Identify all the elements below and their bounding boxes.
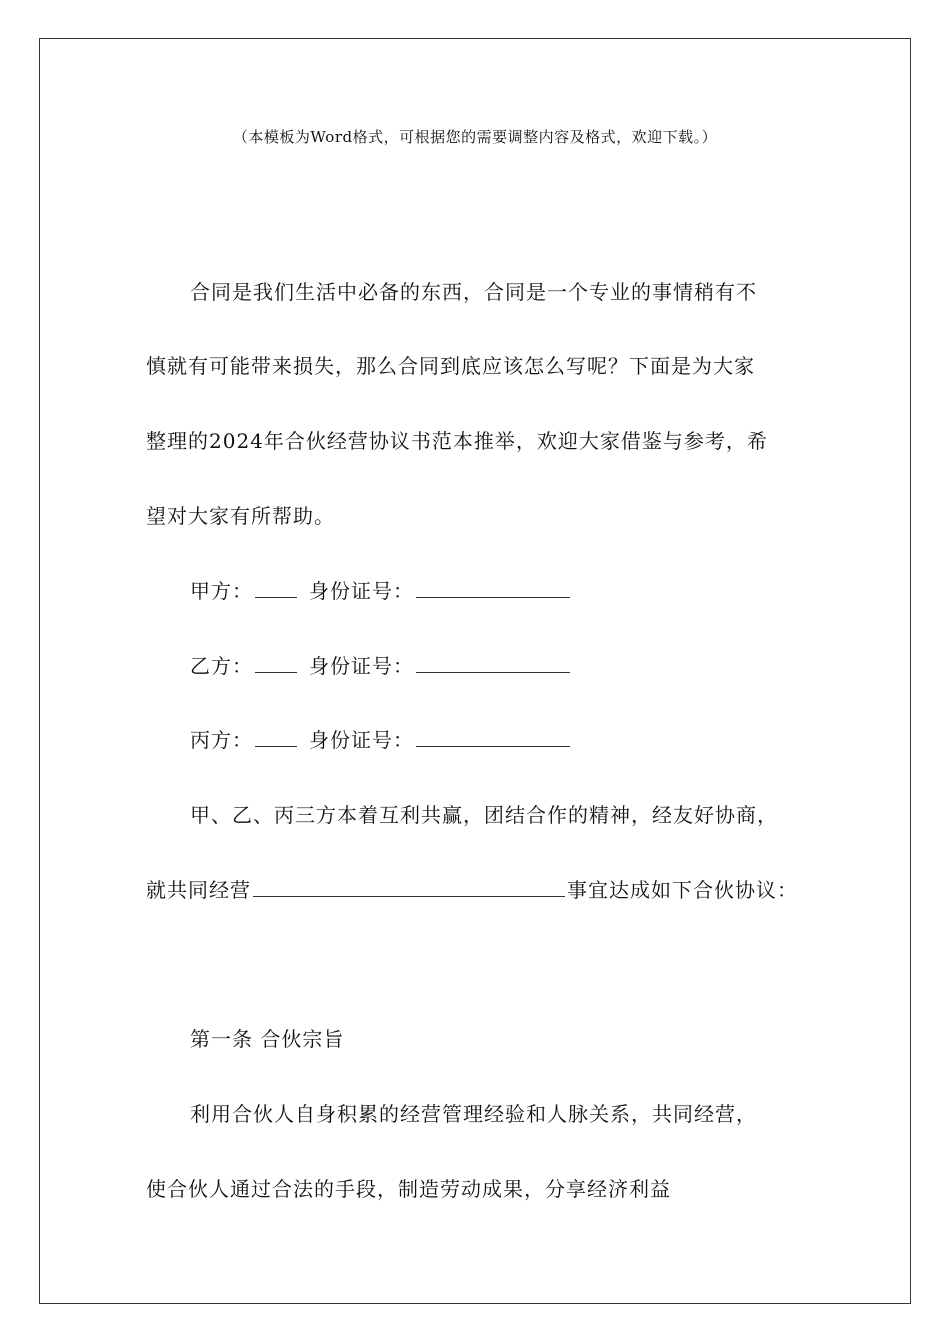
party-b-id-label: 身份证号： [309,654,414,678]
article-1-line-1: 利用合伙人自身积累的经营管理经验和人脉关系，共同经营， [190,1102,757,1126]
party-c-label: 丙方： [190,728,253,752]
agreement-prefix: 就共同经营 [146,878,251,902]
agreement-line-1: 甲、乙、丙三方本着互利共赢，团结合作的精神，经友好协商， [190,803,778,827]
agreement-suffix: 事宜达成如下合伙协议： [567,878,798,902]
article-1-line-2: 使合伙人通过合法的手段，制造劳动成果，分享经济利益 [146,1177,671,1201]
intro-line-1: 合同是我们生活中必备的东西，合同是一个专业的事情稍有不 [190,280,757,304]
intro-line-2: 慎就有可能带来损失，那么合同到底应该怎么写呢？下面是为大家 [146,354,755,378]
party-c-row [190,724,570,753]
party-a-id-label: 身份证号： [309,579,414,603]
business-scope-blank[interactable] [253,878,565,897]
party-a-row [190,575,570,604]
agreement-line-2 [146,874,798,903]
party-c-name-blank[interactable] [255,728,297,747]
party-a-name-blank[interactable] [255,579,297,598]
article-1-title: 第一条 合伙宗旨 [190,1027,345,1051]
intro-line-3: 整理的2024年合伙经营协议书范本推举，欢迎大家借鉴与参考，希 [146,429,768,453]
party-a-label: 甲方： [190,579,253,603]
party-b-name-blank[interactable] [255,654,297,673]
template-notice: （本模板为Word格式，可根据您的需要调整内容及格式，欢迎下载。） [232,128,718,146]
party-b-id-blank[interactable] [416,654,570,673]
party-a-id-blank[interactable] [416,579,570,598]
party-b-row [190,650,570,679]
party-c-id-blank[interactable] [416,728,570,747]
party-b-label: 乙方： [190,654,253,678]
party-c-id-label: 身份证号： [309,728,414,752]
intro-line-4: 望对大家有所帮助。 [146,504,335,528]
